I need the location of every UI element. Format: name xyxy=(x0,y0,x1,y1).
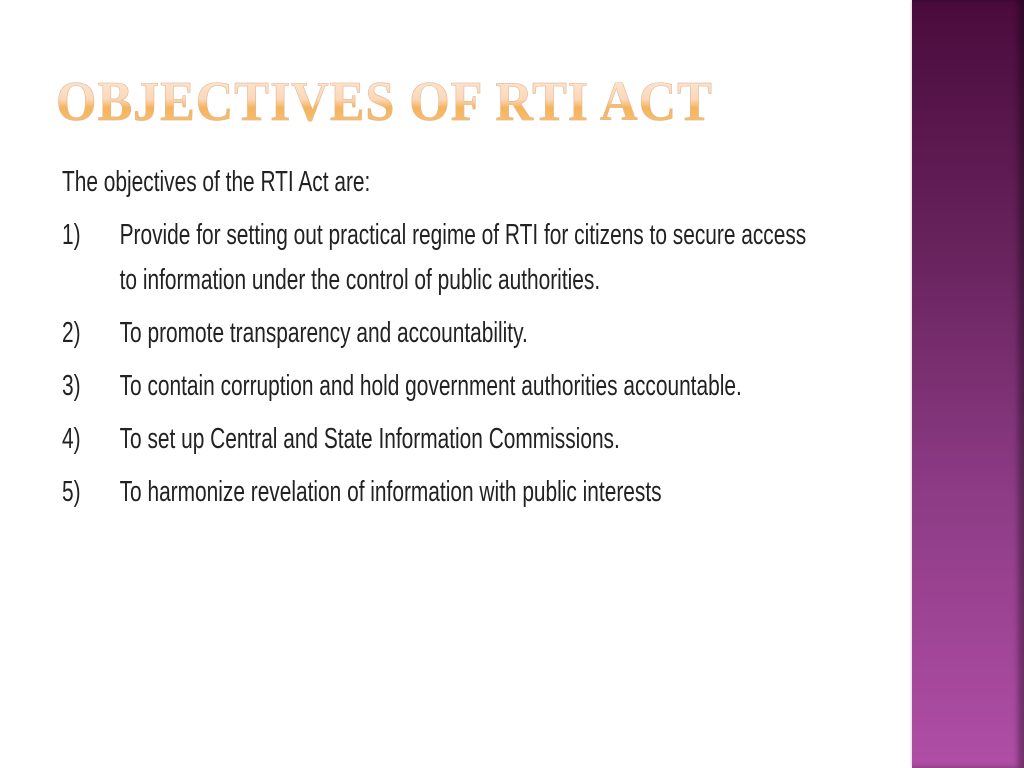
item-number: 5) xyxy=(62,476,81,508)
objectives-list xyxy=(62,213,825,515)
item-number: 3) xyxy=(62,370,81,402)
slide-title: OBJECTIVES OF RTI ACT xyxy=(56,71,713,133)
item-number: 2) xyxy=(62,317,81,349)
item-number: 4) xyxy=(62,423,81,455)
list-item xyxy=(62,417,825,462)
intro-text: The objectives of the RTI Act are: xyxy=(62,166,371,198)
list-item xyxy=(62,470,825,515)
slide-body xyxy=(62,160,825,523)
item-text: To set up Central and State Information Commissions. xyxy=(119,423,620,455)
list-item xyxy=(62,213,825,303)
list-item xyxy=(62,364,825,409)
item-text: To harmonize revelation of information with public interests xyxy=(119,476,662,508)
item-text: To contain corruption and hold government authorities accountable. xyxy=(119,370,742,402)
item-text: To promote transparency and accountability. xyxy=(119,317,528,349)
item-number: 1) xyxy=(62,219,81,251)
item-text: Provide for setting out practical regime of RTI for citizens to secure access to information under the control of public authorities. xyxy=(119,219,807,296)
list-item xyxy=(62,311,825,356)
decorative-sidebar xyxy=(912,0,1024,768)
